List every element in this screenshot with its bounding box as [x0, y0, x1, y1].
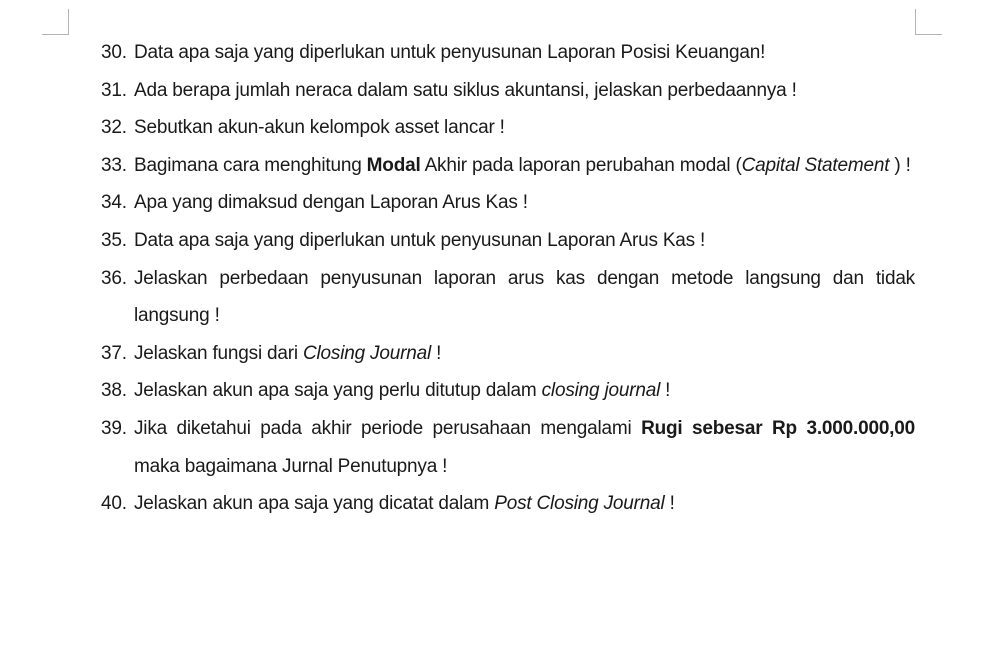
question-number: 31. [101, 79, 127, 101]
question-number: 39. [101, 417, 127, 439]
question-number: 33. [101, 154, 127, 176]
bold-text: Modal [366, 154, 421, 176]
question-text [134, 184, 915, 222]
question-text [134, 109, 915, 147]
question-text [134, 260, 915, 335]
question-list [101, 34, 915, 523]
top-left-margin-mark [42, 9, 69, 35]
top-right-margin-mark [915, 9, 942, 35]
question-item [101, 222, 915, 260]
text-run: ! [660, 380, 671, 402]
text-run: Akhir pada laporan perubahan modal ( [420, 154, 742, 176]
question-number: 30. [101, 42, 127, 63]
text-run: Jelaskan fungsi dari [134, 342, 304, 364]
question-number: 34. [101, 192, 127, 214]
text-run: ! [664, 493, 675, 515]
text-run: ) ! [889, 154, 911, 176]
italic-text: Post Closing Journal [494, 493, 665, 515]
question-text [134, 34, 915, 72]
italic-text: Capital Statement [741, 154, 890, 176]
question-number: 40. [101, 493, 127, 515]
text-run: Jelaskan akun apa saja yang perlu ditutup dalam [134, 380, 542, 402]
text-run: Jika diketahui pada akhir periode perusahaan mengalami [134, 417, 642, 439]
question-item [101, 410, 915, 485]
question-text [134, 485, 915, 523]
question-item [101, 485, 915, 523]
text-run: Jelaskan perbedaan penyusunan laporan arus kas dengan metode langsung dan tidak langsung ! [134, 267, 915, 327]
question-text [134, 410, 915, 485]
question-item [101, 260, 915, 335]
text-run: Jelaskan akun apa saja yang dicatat dalam [134, 493, 495, 515]
question-item [101, 184, 915, 222]
text-run: Apa yang dimaksud dengan Laporan Arus Kas ! [134, 192, 528, 214]
question-item [101, 72, 915, 110]
text-run: Data apa saja yang diperlukan untuk penyusunan Laporan Posisi Keuangan! [134, 42, 766, 63]
question-item [101, 147, 915, 185]
text-run: maka bagaimana Jurnal Penutupnya ! [134, 455, 448, 477]
text-run: Data apa saja yang diperlukan untuk penyusunan Laporan Arus Kas ! [134, 229, 706, 251]
text-run: Ada berapa jumlah neraca dalam satu siklus akuntansi, jelaskan perbedaannya ! [134, 79, 797, 101]
italic-text: Closing Journal [303, 342, 431, 364]
question-item [101, 109, 915, 147]
question-text [134, 222, 915, 260]
question-text [134, 72, 915, 110]
question-number: 36. [101, 267, 127, 289]
text-run: Sebutkan akun-akun kelompok asset lancar ! [134, 117, 505, 139]
question-item [101, 34, 915, 72]
italic-text: closing journal [541, 380, 661, 402]
question-number: 32. [101, 117, 127, 139]
question-item [101, 372, 915, 410]
question-number: 35. [101, 229, 127, 251]
question-number: 38. [101, 380, 127, 402]
question-number: 37. [101, 342, 127, 364]
question-text [134, 335, 915, 373]
question-item [101, 335, 915, 373]
question-text [134, 372, 915, 410]
text-run: ! [430, 342, 442, 364]
text-run: Bagimana cara menghitung [134, 154, 367, 176]
bold-text: Rugi sebesar Rp 3.000.000,00 [641, 417, 915, 439]
question-text [134, 147, 915, 185]
